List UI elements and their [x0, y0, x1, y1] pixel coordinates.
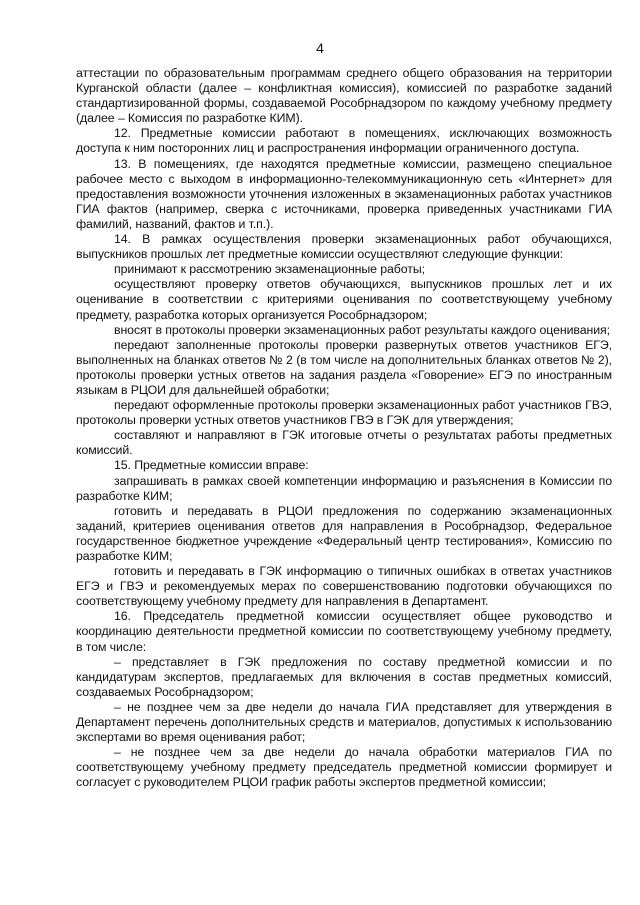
list-item: – не позднее чем за две недели до начала обработки материалов ГИА по соответствующему учебному предмету председатель предметной комиссии формирует и согласует с руководителем РЦОИ график работы экспертов предметной комиссии;	[76, 745, 612, 790]
list-item: принимают к рассмотрению экзаменационные работы;	[114, 262, 425, 277]
paragraph-13: 13. В помещениях, где находятся предметные комиссии, размещено специальное рабочее место с выходом в информационно-телекоммуникационную сеть «Интернет» для предоставления возможности уточнения изложенных в экзаменационных работах участников ГИА фактов (например, сверка с источниками, проверка приведенных участниками ГИА фамилий, названий, фактов и т.п.).	[76, 156, 612, 231]
list-item: готовить и передавать в ГЭК информацию о типичных ошибках в ответах участников ЕГЭ и ГВЭ и рекомендуемых мерах по совершенствованию подготовки обучающихся по соответствующему учебному предмету для направления в Департамент.	[76, 564, 612, 609]
list-item: составляют и направляют в ГЭК итоговые отчеты о результатах работы предметных комиссий.	[76, 428, 612, 458]
page-number: 4	[316, 40, 324, 56]
list-item: передают заполненные протоколы проверки развернутых ответов участников ЕГЭ, выполненных на бланках ответов № 2 (в том числе на дополнительных бланках ответов № 2), протоколы проверки устных ответов на задания раздела «Говорение» ЕГЭ по иностранным языкам в РЦОИ для дальнейшей обработки;	[76, 337, 612, 397]
list-item: запрашивать в рамках своей компетенции информацию и разъяснения в Комиссии по разработке КИМ;	[76, 473, 612, 503]
list-item: готовить и передавать в РЦОИ предложения по содержанию экзаменационных заданий, критериев оценивания ответов для направления в Рособрнадзор, Федеральное государственное бюджетное учреждение «Федеральный центр тестирования», Комиссию по разработке КИМ;	[76, 503, 612, 563]
paragraph-12: 12. Предметные комиссии работают в помещениях, исключающих возможность доступа к ним посторонних лиц и распространения информации ограниченного доступа.	[76, 126, 612, 156]
paragraph-16: 16. Председатель предметной комиссии осуществляет общее руководство и координацию деятельности предметной комиссии по соответствующему учебному предмету, в том числе:	[76, 609, 612, 654]
list-item: вносят в протоколы проверки экзаменационных работ результаты каждого оценивания;	[114, 322, 610, 337]
list-item: – не позднее чем за две недели до начала ГИА представляет для утверждения в Департамент перечень дополнительных средств и материалов, допустимых к использованию экспертами во время оценивания работ;	[76, 699, 612, 745]
paragraph-continuation: аттестации по образовательным программам среднего общего образования на территории Курганской области (далее – конфликтная комиссия), комиссией по разработке заданий стандартизированной формы, создаваемой Рособрнадзором по каждому учебному предмету (далее – Комиссия по разработке КИМ).	[76, 66, 612, 126]
list-item: передают оформленные протоколы проверки экзаменационных работ участников ГВЭ, протоколы проверки устных ответов участников ГВЭ в ГЭК для утверждения;	[76, 398, 612, 428]
list-item: осуществляют проверку ответов обучающихся, выпускников прошлых лет и их оценивание в соответствии с критериями оценивания по соответствующему учебному предмету, разработка которых организуется Рособрнадзором;	[76, 277, 612, 322]
list-item: – представляет в ГЭК предложения по составу предметной комиссии и по кандидатурам экспертов, предлагаемых для включения в состав предметных комиссий, создаваемых Рособрнадзором;	[76, 654, 612, 699]
paragraph-14: 14. В рамках осуществления проверки экзаменационных работ обучающихся, выпускников прошлых лет предметные комиссии осуществляют следующие функции:	[76, 232, 612, 262]
paragraph-15: 15. Предметные комиссии вправе:	[114, 458, 309, 473]
document-body	[76, 66, 612, 791]
